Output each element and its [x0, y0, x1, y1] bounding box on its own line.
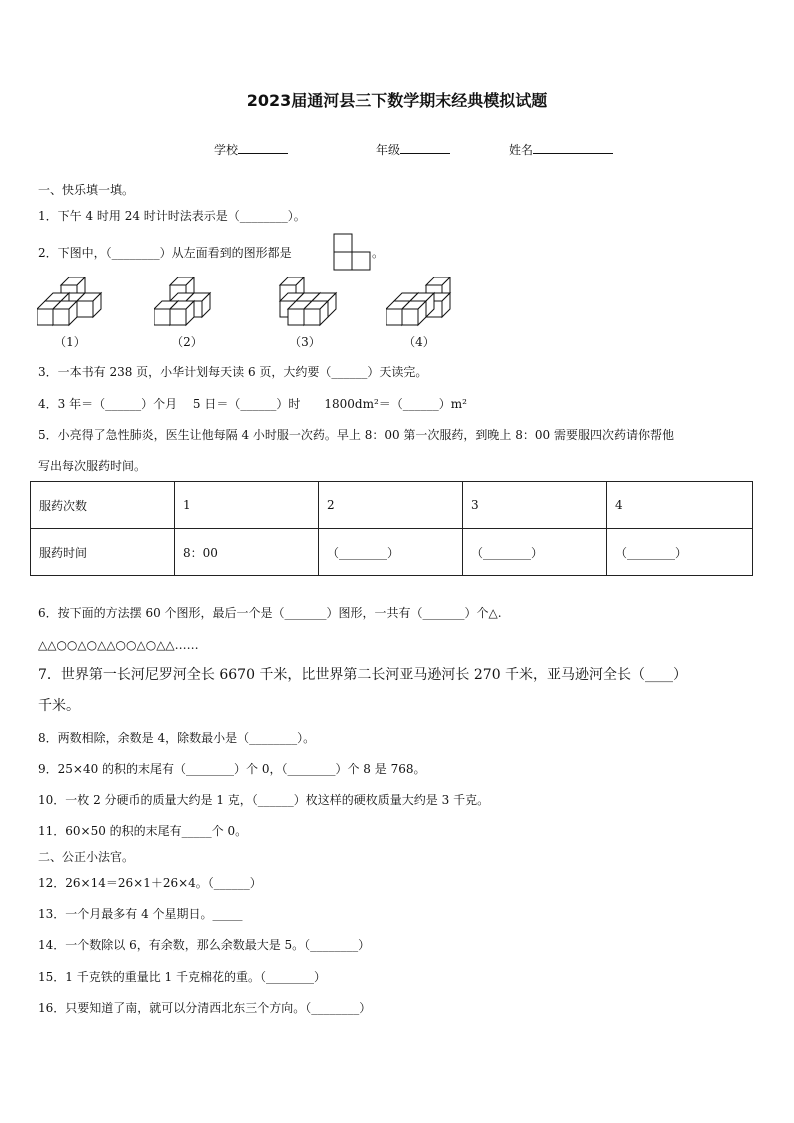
name-blank[interactable] — [533, 141, 613, 154]
table-cell: 4 — [607, 482, 753, 529]
table-cell: 1 — [175, 482, 319, 529]
section1-heading: 一、快乐填一填。 — [38, 183, 135, 197]
question-15: 15．1 千克铁的重量比 1 千克棉花的重。（________） — [38, 970, 326, 984]
name-label: 姓名 — [509, 143, 534, 157]
question-2 — [38, 245, 292, 261]
table-row — [31, 529, 753, 576]
question-6-pattern: △△○○△○△△○○△○△△…… — [38, 638, 199, 652]
page-title: 2023届通河县三下数学期末经典模拟试题 — [246, 91, 548, 110]
table-cell: 服药次数 — [31, 482, 175, 529]
figure-label-4: （4） — [403, 335, 435, 349]
grade-label: 年级 — [376, 143, 401, 157]
table-cell: 服药时间 — [31, 529, 175, 576]
answer-cell[interactable]: （________） — [319, 529, 463, 576]
table-cell: 3 — [463, 482, 607, 529]
grade-blank[interactable] — [400, 141, 450, 154]
question-1: 1．下午 4 时用 24 时计时法表示是（________）。 — [38, 209, 306, 223]
question-9: 9．25×40 的积的末尾有（________）个 0，（________）个 8 是 768。 — [38, 762, 426, 776]
question-2-text: 2．下图中，（________）从左面看到的图形都是 — [38, 246, 292, 260]
question-8: 8．两数相除，余数是 4，除数最小是（________）。 — [38, 731, 316, 745]
school-blank[interactable] — [238, 141, 288, 154]
school-label: 学校 — [214, 143, 239, 157]
question-12: 12．26×14＝26×1＋26×4。（______） — [38, 876, 262, 890]
question-4: 4．3 年＝（______）个月 5 日＝（______）时 1800dm²＝（______）m² — [38, 397, 467, 411]
figure-label-3: （3） — [289, 335, 321, 349]
figure-label-2: （2） — [171, 335, 203, 349]
name-field[interactable] — [509, 141, 613, 158]
section2-heading: 二、公正小法官。 — [38, 850, 135, 864]
cube-figure-2 — [154, 277, 222, 327]
question-3: 3．一本书有 238 页，小华计划每天读 6 页，大约要（______）天读完。 — [38, 365, 428, 379]
question-7-line2: 千米。 — [38, 698, 80, 714]
question-7-line1: 7．世界第一长河尼罗河全长 6670 千米，比世界第二长河亚马逊河长 270 千米，亚马逊河全长（____） — [38, 667, 688, 683]
table-cell: 8：00 — [175, 529, 319, 576]
answer-cell[interactable]: （________） — [463, 529, 607, 576]
question-11: 11．60×50 的积的末尾有_____个 0。 — [38, 824, 248, 838]
question-14: 14．一个数除以 6，有余数，那么余数最大是 5。（________） — [38, 938, 371, 952]
table-row — [31, 482, 753, 529]
question-10: 10．一枚 2 分硬币的质量大约是 1 克，（______）枚这样的硬枚质量大约是 3 千克。 — [38, 793, 490, 807]
question-16: 16．只要知道了南，就可以分清西北东三个方向。（________） — [38, 1001, 372, 1015]
table-cell: 2 — [319, 482, 463, 529]
cube-figure-3 — [272, 277, 340, 327]
school-field[interactable] — [214, 141, 288, 158]
left-view-shape-icon — [333, 233, 371, 271]
grade-field[interactable] — [376, 141, 450, 158]
figure-label-1: （1） — [54, 335, 86, 349]
cube-figure-4 — [386, 277, 454, 327]
question-13: 13．一个月最多有 4 个星期日。_____ — [38, 907, 243, 921]
question-2-end: 。 — [372, 246, 385, 260]
question-6: 6．按下面的方法摆 60 个图形，最后一个是（_______）图形，一共有（_______）个△. — [38, 606, 502, 620]
medication-table — [30, 481, 753, 576]
answer-cell[interactable]: （________） — [607, 529, 753, 576]
cube-figure-1 — [37, 277, 105, 327]
question-5-line2: 写出每次服药时间。 — [38, 459, 147, 473]
question-5-line1: 5．小亮得了急性肺炎，医生让他每隔 4 小时服一次药。早上 8：00 第一次服药，到晚上 8：00 需要服四次药请你帮他 — [38, 428, 674, 442]
